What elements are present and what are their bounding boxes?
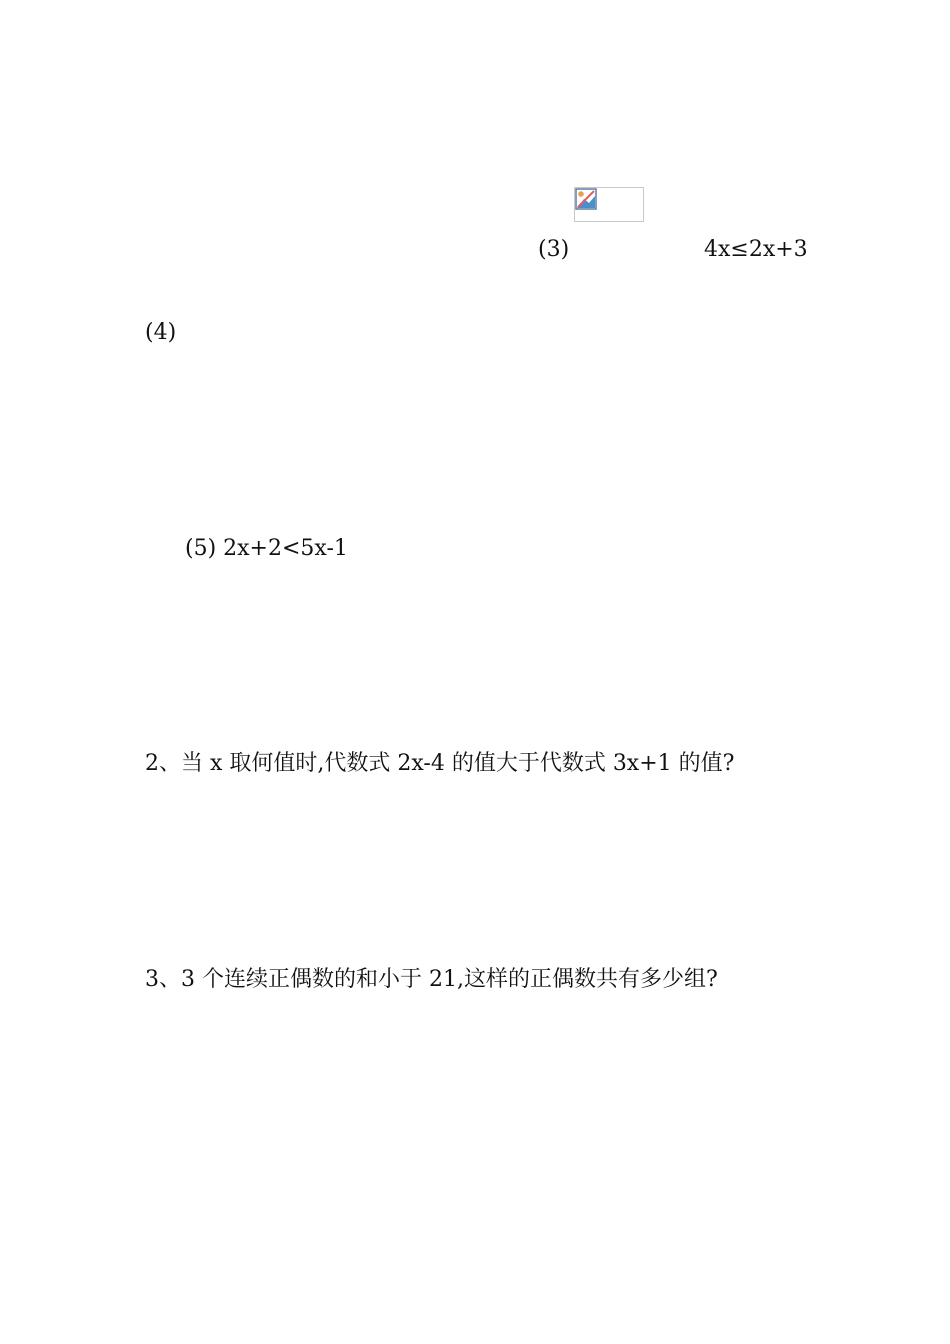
item-5-text: (5) 2x+2<5x-1: [185, 536, 348, 561]
item-4-label: (4): [145, 320, 177, 345]
item-3-expression: 4x≤2x+3: [704, 237, 808, 262]
broken-image-icon: [575, 188, 597, 210]
question-2-text: 2、当 x 取何值时,代数式 2x-4 的值大于代数式 3x+1 的值?: [145, 751, 735, 776]
question-3-text: 3、3 个连续正偶数的和小于 21,这样的正偶数共有多少组?: [145, 967, 718, 992]
item-3-label: (3): [538, 237, 570, 262]
broken-image-placeholder: [574, 187, 644, 222]
